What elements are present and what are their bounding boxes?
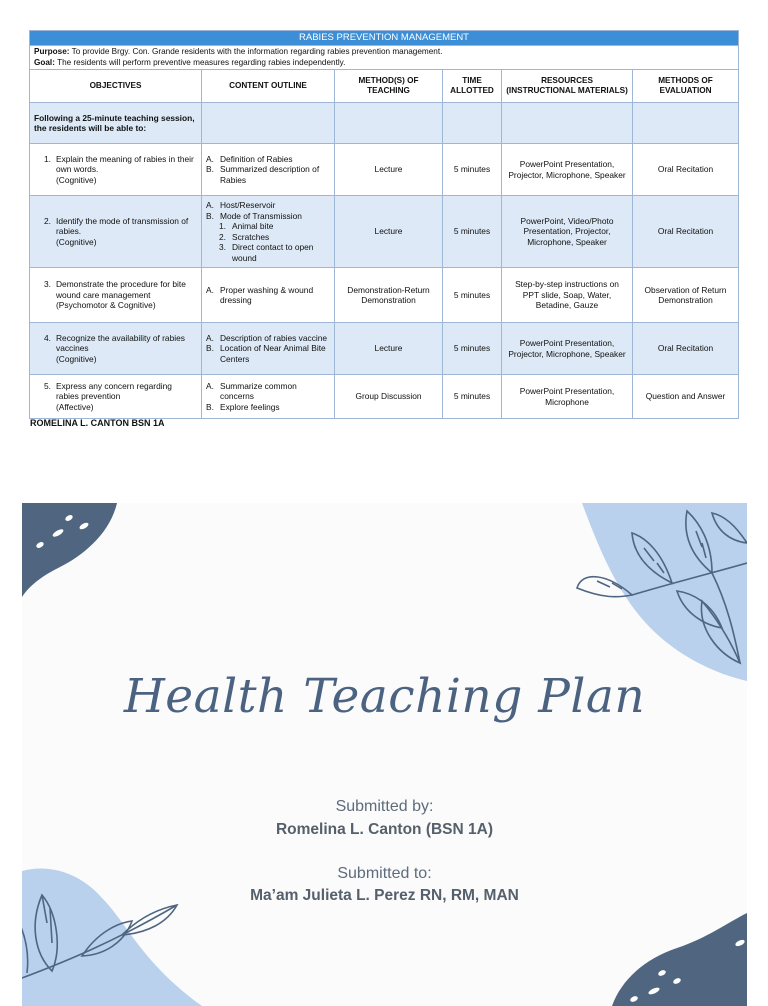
purpose-label: Purpose: bbox=[34, 46, 70, 56]
method-cell: Group Discussion bbox=[335, 375, 443, 419]
content-item: Host/Reservoir bbox=[220, 200, 276, 211]
cover-title: Health Teaching Plan bbox=[123, 669, 646, 724]
purpose-text: To provide Brgy. Con. Grande residents with the information regarding rabies prevention management. bbox=[69, 46, 443, 56]
objective-domain: (Cognitive) bbox=[56, 174, 97, 185]
objective-number: 3. bbox=[44, 279, 51, 290]
resources-cell: PowerPoint Presentation, Microphone bbox=[502, 375, 633, 419]
objective-number: 1. bbox=[44, 153, 51, 164]
resources-cell: PowerPoint, Video/Photo Presentation, Projector, Microphone, Speaker bbox=[502, 196, 633, 268]
table-row bbox=[30, 268, 739, 323]
time-cell: 5 minutes bbox=[443, 268, 502, 323]
content-item: Definition of Rabies bbox=[220, 153, 293, 164]
objective-cell bbox=[30, 196, 202, 268]
objective-cell bbox=[30, 268, 202, 323]
plan-table bbox=[29, 30, 739, 419]
evaluation-cell: Question and Answer bbox=[633, 375, 739, 419]
objective-cell bbox=[30, 375, 202, 419]
content-subitem: Scratches bbox=[232, 231, 270, 242]
table-row bbox=[30, 375, 739, 419]
evaluation-cell: Oral Recitation bbox=[633, 144, 739, 196]
objective-number: 5. bbox=[44, 380, 51, 391]
header-objectives: OBJECTIVES bbox=[30, 70, 202, 103]
objective-cell bbox=[30, 323, 202, 375]
time-cell: 5 minutes bbox=[443, 196, 502, 268]
goal-text: The residents will perform preventive measures regarding rabies independently. bbox=[54, 57, 346, 67]
resources-cell: PowerPoint Presentation, Projector, Microphone, Speaker bbox=[502, 144, 633, 196]
decorative-background bbox=[22, 503, 747, 1006]
content-cell: A. Definition of Rabies B. Summarized description of Rabies bbox=[202, 144, 335, 196]
objective-number: 4. bbox=[44, 332, 51, 343]
content-cell: A. Description of rabies vaccine B. Location of Near Animal Bite Centers bbox=[202, 323, 335, 375]
content-item: Mode of Transmission bbox=[220, 210, 302, 221]
header-resources: RESOURCES (INSTRUCTIONAL MATERIALS) bbox=[502, 70, 633, 103]
submitted-to-name: Ma’am Julieta L. Perez RN, RM, MAN bbox=[250, 887, 519, 904]
content-subitem: Direct contact to open wound bbox=[232, 242, 314, 263]
goal-label: Goal: bbox=[34, 57, 55, 67]
method-cell: Lecture bbox=[335, 323, 443, 375]
content-cell: A. Host/Reservoir B. Mode of Transmission 1. Animal bite 2. Scratches 3. Direct contact to open wound bbox=[202, 196, 335, 268]
objective-domain: (Psychomotor & Cognitive) bbox=[56, 300, 156, 311]
table-row bbox=[30, 196, 739, 268]
content-item: Description of rabies vaccine bbox=[220, 332, 328, 343]
header-time-allotted: TIME ALLOTTED bbox=[443, 70, 502, 103]
submitted-to-label: Submitted to: bbox=[337, 865, 432, 882]
top-right-blob bbox=[582, 503, 747, 681]
content-item: Summarize common concerns bbox=[220, 380, 297, 402]
evaluation-cell: Oral Recitation bbox=[633, 196, 739, 268]
resources-cell: PowerPoint Presentation, Projector, Microphone, Speaker bbox=[502, 323, 633, 375]
evaluation-cell: Oral Recitation bbox=[633, 323, 739, 375]
goal-line bbox=[34, 58, 734, 69]
resources-cell: Step-by-step instructions on PPT slide, Soap, Water, Betadine, Gauze bbox=[502, 268, 633, 323]
table-row bbox=[30, 323, 739, 375]
content-item: Explore feelings bbox=[220, 401, 280, 412]
evaluation-cell: Observation of Return Demonstration bbox=[633, 268, 739, 323]
time-cell: 5 minutes bbox=[443, 144, 502, 196]
purpose-line bbox=[34, 47, 734, 58]
table-row bbox=[30, 144, 739, 196]
objective-text: Explain the meaning of rabies in their own words. bbox=[56, 153, 194, 175]
time-cell: 5 minutes bbox=[443, 323, 502, 375]
purpose-goal bbox=[30, 45, 739, 69]
objective-domain: (Affective) bbox=[56, 401, 94, 412]
content-cell: A. Summarize common concerns B. Explore feelings bbox=[202, 375, 335, 419]
objective-domain: (Cognitive) bbox=[56, 236, 97, 247]
intro-statement: Following a 25-minute teaching session, the residents will be able to: bbox=[30, 103, 202, 144]
submitted-by-name: Romelina L. Canton (BSN 1A) bbox=[275, 821, 493, 838]
header-methods-teaching: METHOD(S) OF TEACHING bbox=[335, 70, 443, 103]
objective-text: Demonstrate the procedure for bite wound care management bbox=[56, 279, 186, 300]
header-evaluation: METHODS OF EVALUATION bbox=[633, 70, 739, 103]
objective-text: Recognize the availability of rabies vaccines bbox=[56, 332, 185, 354]
content-item: Proper washing & wound dressing bbox=[220, 284, 314, 306]
objective-domain: (Cognitive) bbox=[56, 353, 97, 364]
objective-number: 2. bbox=[44, 215, 51, 226]
objective-cell bbox=[30, 144, 202, 196]
method-cell: Lecture bbox=[335, 196, 443, 268]
header-content-outline: CONTENT OUTLINE bbox=[202, 70, 335, 103]
content-item: Location of Near Animal Bite Centers bbox=[220, 343, 326, 364]
teaching-plan-table bbox=[29, 30, 738, 419]
author-name: ROMELINA L. CANTON BSN 1A bbox=[30, 418, 165, 428]
method-cell: Demonstration-Return Demonstration bbox=[335, 268, 443, 323]
objective-text: Express any concern regarding rabies prevention bbox=[56, 380, 172, 402]
table-title: RABIES PREVENTION MANAGEMENT bbox=[30, 31, 739, 46]
content-cell: A. Proper washing & wound dressing bbox=[202, 268, 335, 323]
cover-slide bbox=[22, 503, 747, 1006]
method-cell: Lecture bbox=[335, 144, 443, 196]
bottom-right-blob bbox=[612, 913, 747, 1006]
submitted-by-label: Submitted by: bbox=[335, 798, 434, 815]
content-subitem: Animal bite bbox=[232, 221, 274, 232]
content-item: Summarized description of Rabies bbox=[220, 164, 320, 185]
time-cell: 5 minutes bbox=[443, 375, 502, 419]
objective-text: Identify the mode of transmission of rabies. bbox=[56, 215, 189, 237]
